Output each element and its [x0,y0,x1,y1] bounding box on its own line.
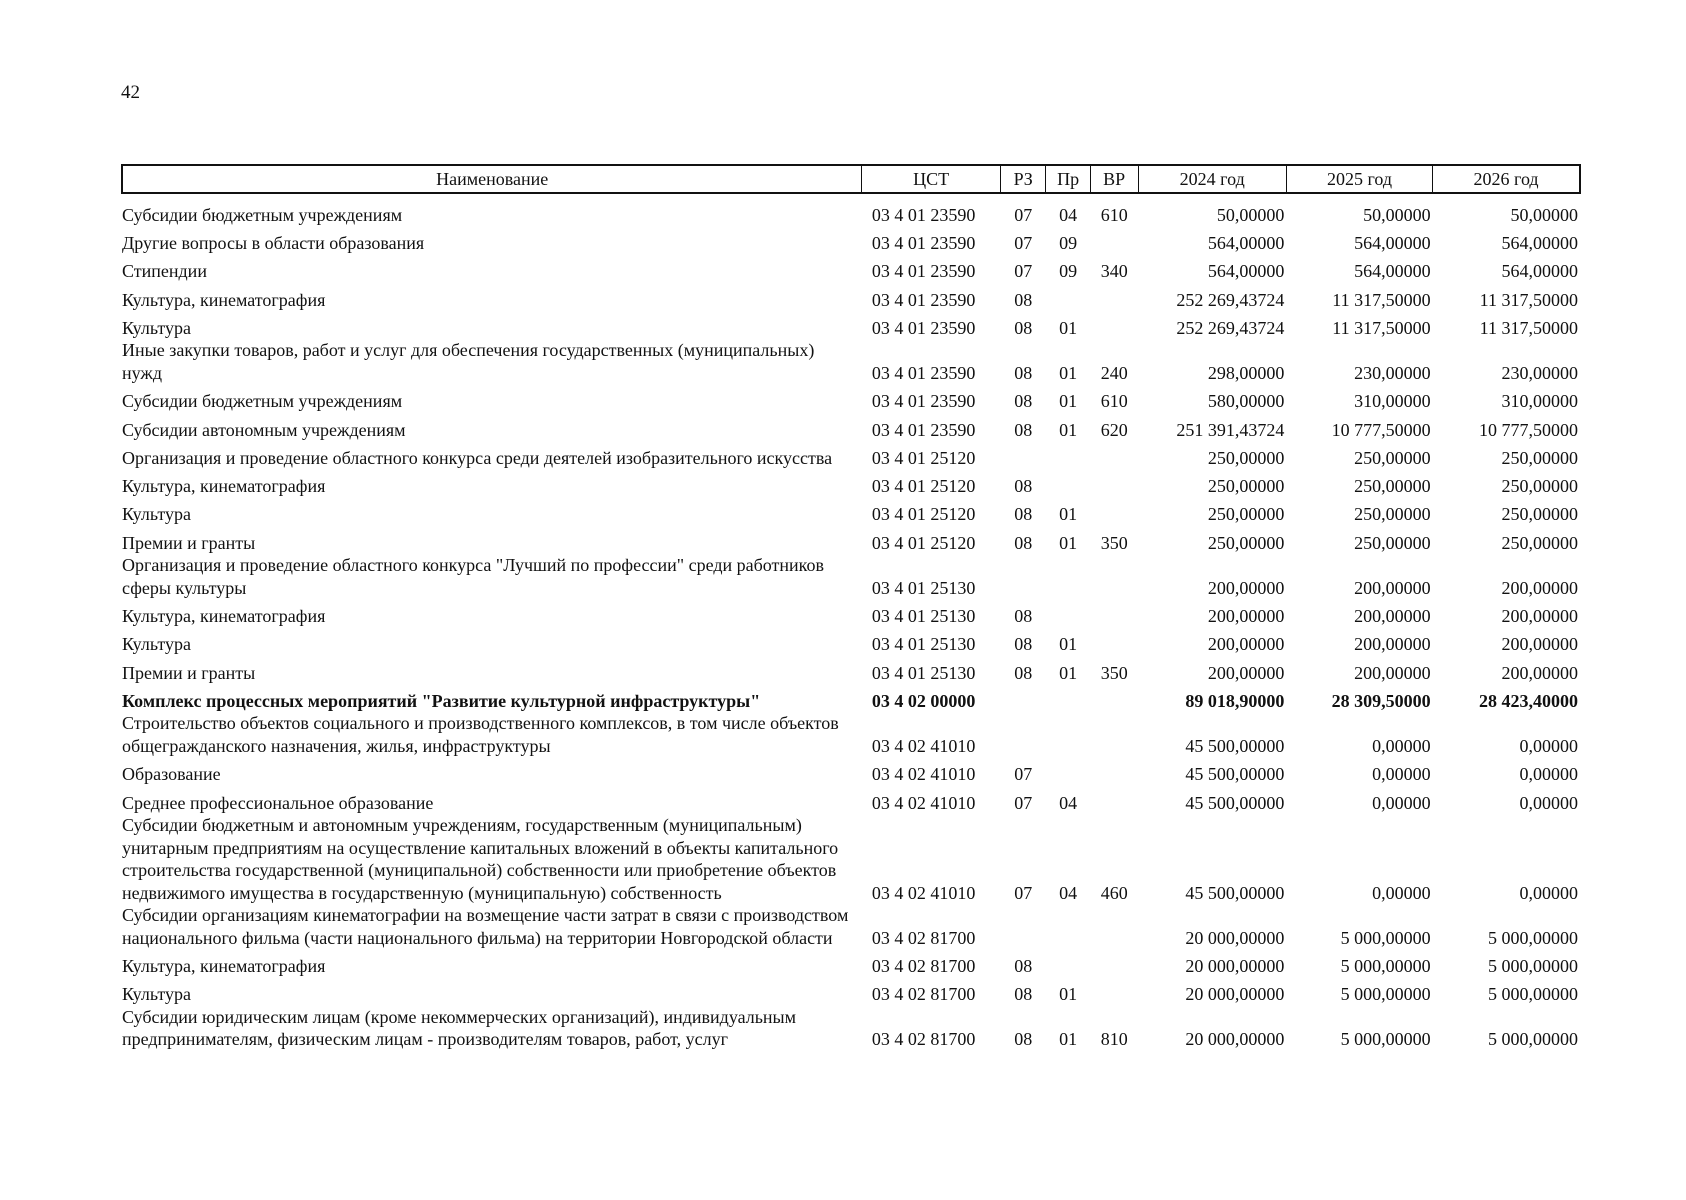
cell-pr: 09 [1059,261,1078,282]
cell-cst: 03 4 02 41010 [871,735,976,756]
cell-vr [1090,498,1138,526]
cell-y2025: 0,00000 [1372,792,1431,813]
cell-name: Строительство объектов социального и производственного комплексов, в том числе объектов общегражданского назначения, жилья, инфраструктуры [122,713,839,756]
table-row [122,283,1580,311]
table-row [122,628,1580,656]
cell-cst: 03 4 01 25130 [871,662,976,683]
cell-rz: 08 [1014,634,1033,655]
cell-name: Культура, кинематография [122,955,326,976]
cell-y2026: 564,00000 [1501,261,1578,282]
cell-pr: 01 [1059,984,1078,1005]
cell-y2024: 250,00000 [1207,504,1285,525]
header-cst: ЦСТ [862,165,1001,193]
cell-y2026: 5 000,00000 [1488,984,1578,1005]
cell-vr [1090,554,1138,599]
table-body [122,193,1580,1051]
cell-y2024: 252 269,43724 [1176,317,1285,338]
cell-y2026: 250,00000 [1501,476,1578,497]
cell-rz: 08 [1014,532,1033,553]
cell-vr [1090,283,1138,311]
cell-rz: 08 [1014,419,1033,440]
cell-rz: 08 [1014,476,1033,497]
cell-name: Организация и проведение областного конкурса среди деятелей изобразительного искусства [122,447,833,468]
cell-pr: 09 [1059,233,1078,254]
cell-y2025: 5 000,00000 [1340,955,1431,976]
table-row [122,712,1580,757]
cell-vr: 350 [1100,662,1128,683]
cell-y2025: 250,00000 [1354,447,1431,468]
cell-rz: 08 [1014,391,1033,412]
cell-vr [1090,441,1138,469]
cell-name: Культура, кинематография [122,476,326,497]
cell-cst: 03 4 01 25130 [871,634,976,655]
cell-pr [1046,469,1090,497]
cell-y2024: 45 500,00000 [1185,735,1285,756]
cell-rz: 07 [1014,882,1033,903]
cell-rz [1000,684,1045,712]
cell-y2026: 5 000,00000 [1488,927,1578,948]
cell-pr [1046,757,1090,785]
cell-pr: 01 [1059,419,1078,440]
cell-y2026: 200,00000 [1501,606,1578,627]
cell-rz: 08 [1014,317,1033,338]
cell-name: Комплекс процессных мероприятий "Развитие культурной инфраструктуры" [122,690,761,711]
table-header [122,165,1580,193]
cell-vr [1090,904,1138,949]
cell-rz: 07 [1014,233,1033,254]
cell-y2024: 89 018,90000 [1185,690,1285,711]
header-name: Наименование [122,165,862,193]
cell-vr: 460 [1100,882,1128,903]
cell-pr: 04 [1059,204,1078,225]
cell-vr: 610 [1100,204,1128,225]
cell-y2024: 252 269,43724 [1176,289,1285,310]
cell-y2026: 310,00000 [1501,391,1578,412]
cell-y2025: 50,00000 [1363,204,1431,225]
cell-y2024: 20 000,00000 [1185,984,1285,1005]
cell-name: Премии и гранты [122,532,256,553]
cell-rz: 07 [1014,204,1033,225]
cell-pr [1046,904,1090,949]
cell-y2026: 10 777,50000 [1479,419,1578,440]
cell-vr: 350 [1100,532,1128,553]
table-row [122,413,1580,441]
table-row [122,977,1580,1005]
cell-name: Субсидии автономным учреждениям [122,419,406,440]
cell-name: Культура, кинематография [122,289,326,310]
cell-pr: 01 [1059,1029,1078,1050]
cell-cst: 03 4 01 23590 [871,419,976,440]
cell-y2024: 20 000,00000 [1185,1029,1285,1050]
cell-name: Стипендии [122,261,207,282]
table-row [122,656,1580,684]
cell-cst: 03 4 02 81700 [871,927,976,948]
cell-name: Субсидии организациям кинематографии на возмещение части затрат в связи с производством национального фильма (части национального фильма) на территории Новгородской области [122,905,849,948]
cell-y2026: 0,00000 [1519,735,1578,756]
cell-cst: 03 4 02 81700 [871,955,976,976]
header-rz: РЗ [1000,165,1045,193]
cell-rz: 08 [1014,955,1033,976]
cell-rz [1000,554,1045,599]
cell-vr [1090,599,1138,627]
cell-cst: 03 4 02 41010 [871,764,976,785]
cell-pr: 01 [1059,391,1078,412]
cell-vr: 620 [1100,419,1128,440]
cell-y2024: 45 500,00000 [1185,792,1285,813]
cell-cst: 03 4 01 25130 [871,606,976,627]
cell-y2025: 200,00000 [1354,662,1431,683]
cell-y2025: 250,00000 [1354,476,1431,497]
cell-rz: 08 [1014,289,1033,310]
cell-cst: 03 4 01 23590 [871,233,976,254]
cell-y2025: 5 000,00000 [1340,984,1431,1005]
cell-y2026: 250,00000 [1501,504,1578,525]
cell-y2024: 250,00000 [1207,532,1285,553]
cell-name: Субсидии юридическим лицам (кроме некоммерческих организаций), индивидуальным предпринимателям, физическим лицам - производителям товаров, работ, услуг [122,1006,797,1050]
cell-name: Субсидии бюджетным учреждениям [122,204,403,225]
cell-pr [1046,949,1090,977]
table-row [122,193,1580,226]
cell-y2025: 0,00000 [1372,882,1431,903]
cell-name: Субсидии бюджетным и автономным учреждениям, государственным (муниципальным) унитарным предприятиям на осуществление капитальных вложений в объекты капитального строительства государственной (муниципальной) собственности или приобретение объектов недвижимого имущества в государственную (муниципальную) собственность [122,815,839,903]
table-row [122,757,1580,785]
cell-y2025: 11 317,50000 [1332,289,1431,310]
cell-cst: 03 4 01 25120 [871,447,976,468]
cell-y2024: 20 000,00000 [1185,927,1285,948]
cell-y2026: 5 000,00000 [1488,955,1578,976]
cell-y2026: 0,00000 [1519,792,1578,813]
cell-vr [1090,977,1138,1005]
cell-pr: 01 [1059,634,1078,655]
cell-name: Культура [122,984,191,1005]
cell-y2024: 200,00000 [1207,662,1285,683]
cell-y2026: 200,00000 [1501,662,1578,683]
header-pr: Пр [1046,165,1090,193]
cell-name: Среднее профессиональное образование [122,792,434,813]
table-row [122,469,1580,497]
table-row [122,384,1580,412]
cell-vr [1090,949,1138,977]
cell-y2026: 5 000,00000 [1488,1029,1578,1050]
cell-y2024: 564,00000 [1207,261,1285,282]
table-row [122,554,1580,599]
cell-rz: 07 [1014,764,1033,785]
table-row [122,786,1580,814]
cell-name: Культура [122,634,191,655]
header-2025: 2025 год [1286,165,1432,193]
cell-y2024: 200,00000 [1207,577,1285,598]
cell-y2024: 50,00000 [1216,204,1285,225]
table-row [122,814,1580,904]
budget-table [121,164,1581,1051]
cell-pr: 01 [1059,504,1078,525]
cell-y2026: 564,00000 [1501,233,1578,254]
cell-pr: 01 [1059,532,1078,553]
cell-cst: 03 4 01 23590 [871,289,976,310]
cell-y2025: 0,00000 [1372,764,1431,785]
cell-y2025: 250,00000 [1354,504,1431,525]
cell-y2026: 200,00000 [1501,577,1578,598]
cell-pr: 04 [1059,882,1078,903]
cell-cst: 03 4 02 41010 [871,792,976,813]
cell-y2026: 28 423,40000 [1479,690,1578,711]
cell-y2024: 250,00000 [1207,447,1285,468]
cell-y2025: 5 000,00000 [1340,927,1431,948]
cell-rz [1000,904,1045,949]
cell-rz: 08 [1014,984,1033,1005]
cell-y2026: 200,00000 [1501,634,1578,655]
cell-rz: 08 [1014,606,1033,627]
table-row [122,684,1580,712]
cell-y2025: 230,00000 [1354,362,1431,383]
cell-y2025: 11 317,50000 [1332,317,1431,338]
cell-vr: 340 [1100,261,1128,282]
cell-vr [1090,628,1138,656]
cell-y2026: 250,00000 [1501,447,1578,468]
cell-vr [1090,757,1138,785]
cell-vr [1090,469,1138,497]
cell-y2024: 200,00000 [1207,606,1285,627]
cell-pr [1046,283,1090,311]
cell-y2024: 250,00000 [1207,476,1285,497]
cell-y2026: 0,00000 [1519,764,1578,785]
cell-y2024: 580,00000 [1207,391,1285,412]
cell-cst: 03 4 01 25120 [871,504,976,525]
table-row [122,949,1580,977]
page-number: 42 [121,82,140,103]
cell-name: Культура [122,317,191,338]
cell-name: Премии и гранты [122,662,256,683]
cell-y2024: 20 000,00000 [1185,955,1285,976]
cell-y2024: 45 500,00000 [1185,764,1285,785]
cell-name: Иные закупки товаров, работ и услуг для обеспечения государственных (муниципальных) нужд [122,340,815,383]
cell-vr: 810 [1100,1029,1128,1050]
table-row [122,226,1580,254]
table-row [122,498,1580,526]
cell-y2025: 250,00000 [1354,532,1431,553]
table-row [122,255,1580,283]
cell-rz: 08 [1014,362,1033,383]
cell-vr [1090,684,1138,712]
header-2026: 2026 год [1433,165,1580,193]
cell-cst: 03 4 01 25130 [871,577,976,598]
cell-pr [1046,712,1090,757]
cell-pr [1046,441,1090,469]
cell-y2025: 564,00000 [1354,261,1431,282]
cell-y2024: 298,00000 [1207,362,1285,383]
cell-y2025: 200,00000 [1354,606,1431,627]
cell-name: Культура [122,504,191,525]
cell-y2024: 45 500,00000 [1185,882,1285,903]
header-vr: ВР [1090,165,1138,193]
cell-pr: 01 [1059,362,1078,383]
cell-rz: 08 [1014,504,1033,525]
cell-y2025: 0,00000 [1372,735,1431,756]
header-2024: 2024 год [1138,165,1286,193]
cell-cst: 03 4 01 23590 [871,204,976,225]
cell-rz: 07 [1014,792,1033,813]
cell-cst: 03 4 01 23590 [871,317,976,338]
cell-y2026: 230,00000 [1501,362,1578,383]
cell-y2026: 250,00000 [1501,532,1578,553]
cell-name: Другие вопросы в области образования [122,233,425,254]
table-row [122,1006,1580,1051]
cell-vr [1090,226,1138,254]
header-row [122,165,1580,193]
cell-y2024: 251 391,43724 [1176,419,1285,440]
cell-vr [1090,712,1138,757]
cell-cst: 03 4 01 25120 [871,532,976,553]
cell-vr [1090,786,1138,814]
cell-pr: 04 [1059,792,1078,813]
cell-y2024: 564,00000 [1207,233,1285,254]
cell-cst: 03 4 01 23590 [871,391,976,412]
cell-vr: 610 [1100,391,1128,412]
cell-y2026: 11 317,50000 [1479,317,1578,338]
cell-rz [1000,441,1045,469]
cell-rz: 08 [1014,1029,1033,1050]
cell-y2025: 5 000,00000 [1340,1029,1431,1050]
cell-vr: 240 [1100,362,1128,383]
cell-y2025: 564,00000 [1354,233,1431,254]
cell-y2024: 200,00000 [1207,634,1285,655]
cell-rz: 07 [1014,261,1033,282]
cell-y2025: 200,00000 [1354,634,1431,655]
cell-pr [1046,684,1090,712]
table-row [122,441,1580,469]
cell-pr [1046,554,1090,599]
cell-cst: 03 4 01 25120 [871,476,976,497]
cell-cst: 03 4 01 23590 [871,261,976,282]
cell-y2026: 50,00000 [1510,204,1578,225]
cell-name: Образование [122,764,221,785]
table-row [122,904,1580,949]
table-row [122,599,1580,627]
cell-rz: 08 [1014,662,1033,683]
cell-y2025: 28 309,50000 [1331,690,1431,711]
cell-y2025: 10 777,50000 [1331,419,1431,440]
table-row [122,526,1580,554]
table-row [122,339,1580,384]
cell-cst: 03 4 02 00000 [871,690,976,711]
cell-vr [1090,311,1138,339]
cell-cst: 03 4 01 23590 [871,362,976,383]
cell-cst: 03 4 02 81700 [871,984,976,1005]
cell-name: Субсидии бюджетным учреждениям [122,391,403,412]
cell-pr [1046,599,1090,627]
cell-name: Культура, кинематография [122,606,326,627]
cell-cst: 03 4 02 41010 [871,882,976,903]
cell-cst: 03 4 02 81700 [871,1029,976,1050]
table-row [122,311,1580,339]
cell-pr: 01 [1059,662,1078,683]
cell-rz [1000,712,1045,757]
cell-y2026: 11 317,50000 [1479,289,1578,310]
cell-y2025: 200,00000 [1354,577,1431,598]
cell-name: Организация и проведение областного конкурса "Лучший по профессии" среди работников сферы культуры [122,555,824,598]
cell-y2025: 310,00000 [1354,391,1431,412]
cell-pr: 01 [1059,317,1078,338]
cell-y2026: 0,00000 [1519,882,1578,903]
